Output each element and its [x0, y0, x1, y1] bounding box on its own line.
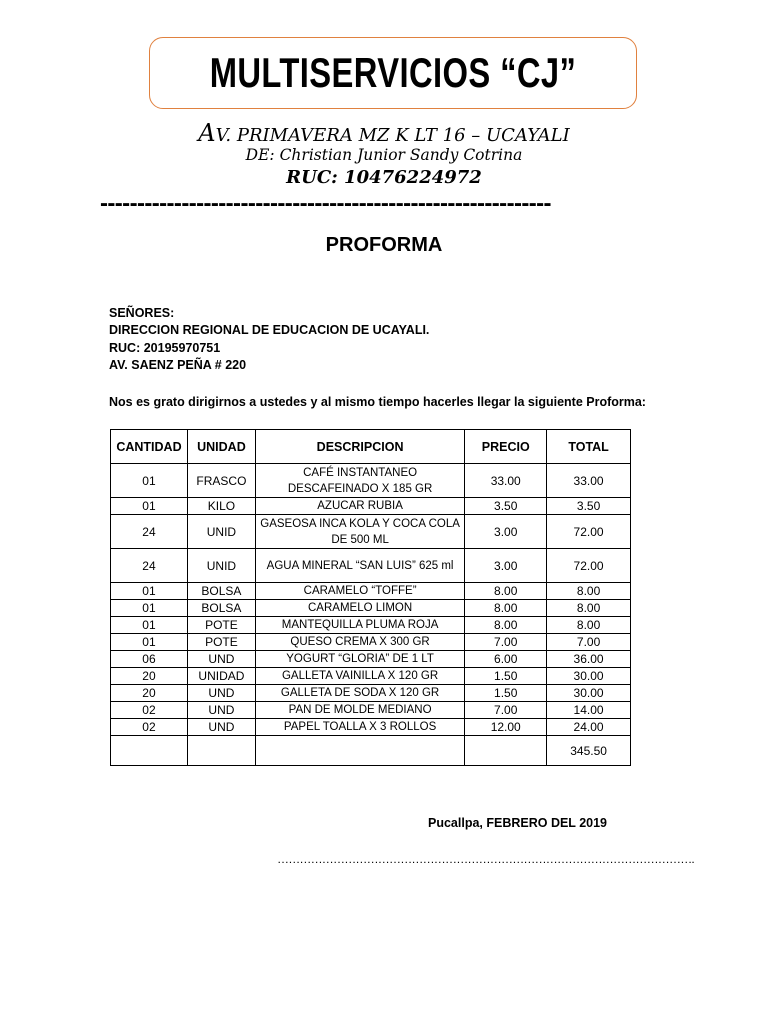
cell-descripcion: YOGURT “GLORIA” DE 1 LT: [255, 651, 464, 668]
cell-unidad: UND: [187, 702, 255, 719]
table-row: [111, 498, 631, 515]
table-row: [111, 583, 631, 600]
cell-unidad: UND: [187, 685, 255, 702]
cell-precio: 3.00: [465, 515, 547, 549]
cell-cantidad: 01: [111, 464, 188, 498]
table-row: [111, 668, 631, 685]
company-address: [0, 119, 768, 147]
col-header-descripcion: DESCRIPCION: [255, 430, 464, 464]
cell-unidad: FRASCO: [187, 464, 255, 498]
cell-unidad: KILO: [187, 498, 255, 515]
cell-precio: 3.00: [465, 549, 547, 583]
cell-descripcion: AGUA MINERAL “SAN LUIS” 625 ml: [255, 549, 464, 583]
cell-total: 33.00: [547, 464, 631, 498]
cell-total: 7.00: [547, 634, 631, 651]
items-table: [110, 429, 631, 766]
cell-total: 30.00: [547, 668, 631, 685]
recipient-address: AV. SAENZ PEÑA # 220: [109, 358, 247, 372]
col-header-unidad: UNIDAD: [187, 430, 255, 464]
cell-cantidad: 20: [111, 668, 188, 685]
empty-cell: [111, 736, 188, 766]
cell-total: 3.50: [547, 498, 631, 515]
cell-precio: 12.00: [465, 719, 547, 736]
cell-total: 8.00: [547, 583, 631, 600]
intro-text: Nos es grato dirigirnos a ustedes y al mismo tiempo hacerles llegar la siguiente Proforma:: [109, 395, 646, 409]
cell-unidad: UNID: [187, 515, 255, 549]
empty-cell: [465, 736, 547, 766]
cell-cantidad: 24: [111, 549, 188, 583]
cell-precio: 8.00: [465, 600, 547, 617]
cell-total: 8.00: [547, 617, 631, 634]
owner-label: DE:: [245, 146, 275, 164]
cell-precio: 1.50: [465, 685, 547, 702]
table-row: [111, 685, 631, 702]
empty-cell: [187, 736, 255, 766]
cell-precio: 7.00: [465, 634, 547, 651]
cell-descripcion: GALLETA DE SODA X 120 GR: [255, 685, 464, 702]
cell-unidad: POTE: [187, 634, 255, 651]
separator-line: -------------------------------------------------------------: [100, 190, 551, 217]
table-total-row: [111, 736, 631, 766]
cell-precio: 7.00: [465, 702, 547, 719]
cell-precio: 8.00: [465, 583, 547, 600]
cell-total: 14.00: [547, 702, 631, 719]
recipient-ruc: RUC: 20195970751: [109, 341, 221, 355]
cell-cantidad: 24: [111, 515, 188, 549]
company-owner: [0, 146, 768, 164]
cell-precio: 3.50: [465, 498, 547, 515]
cell-cantidad: 06: [111, 651, 188, 668]
cell-unidad: UNIDAD: [187, 668, 255, 685]
cell-unidad: UND: [187, 719, 255, 736]
cell-cantidad: 01: [111, 498, 188, 515]
cell-descripcion: CARAMELO “TOFFE”: [255, 583, 464, 600]
table-row: [111, 634, 631, 651]
cell-descripcion: PAN DE MOLDE MEDIANO: [255, 702, 464, 719]
grand-total: 345.50: [547, 736, 631, 766]
cell-total: 30.00: [547, 685, 631, 702]
table-row: [111, 617, 631, 634]
table-row: [111, 600, 631, 617]
table-row: [111, 702, 631, 719]
cell-descripcion: GASEOSA INCA KOLA Y COCA COLA DE 500 ML: [255, 515, 464, 549]
cell-cantidad: 20: [111, 685, 188, 702]
cell-descripcion: CARAMELO LIMON: [255, 600, 464, 617]
company-title-box: [149, 37, 637, 109]
cell-total: 24.00: [547, 719, 631, 736]
cell-total: 36.00: [547, 651, 631, 668]
col-header-total: TOTAL: [547, 430, 631, 464]
table-row: [111, 549, 631, 583]
table-header-row: [111, 430, 631, 464]
col-header-cantidad: CANTIDAD: [111, 430, 188, 464]
cell-unidad: POTE: [187, 617, 255, 634]
empty-cell: [255, 736, 464, 766]
cell-cantidad: 01: [111, 634, 188, 651]
cell-cantidad: 02: [111, 702, 188, 719]
cell-unidad: UND: [187, 651, 255, 668]
cell-precio: 8.00: [465, 617, 547, 634]
address-initial: A: [198, 119, 216, 147]
table-row: [111, 464, 631, 498]
col-header-precio: PRECIO: [465, 430, 547, 464]
cell-descripcion: AZUCAR RUBIA: [255, 498, 464, 515]
company-ruc: RUC: 10476224972: [286, 167, 482, 188]
cell-total: 72.00: [547, 549, 631, 583]
cell-precio: 33.00: [465, 464, 547, 498]
cell-descripcion: GALLETA VAINILLA X 120 GR: [255, 668, 464, 685]
cell-cantidad: 02: [111, 719, 188, 736]
recipient-salutation: SEÑORES:: [109, 306, 175, 320]
cell-total: 72.00: [547, 515, 631, 549]
cell-precio: 6.00: [465, 651, 547, 668]
cell-cantidad: 01: [111, 617, 188, 634]
cell-cantidad: 01: [111, 600, 188, 617]
owner-name: Christian Junior Sandy Cotrina: [279, 146, 523, 164]
recipient-name: DIRECCION REGIONAL DE EDUCACION DE UCAYALI.: [109, 323, 430, 337]
cell-descripcion: CAFÉ INSTANTANEO DESCAFEINADO X 185 GR: [255, 464, 464, 498]
cell-descripcion: MANTEQUILLA PLUMA ROJA: [255, 617, 464, 634]
cell-descripcion: PAPEL TOALLA X 3 ROLLOS: [255, 719, 464, 736]
company-name: MULTISERVICIOS “CJ”: [209, 49, 577, 96]
cell-unidad: BOLSA: [187, 583, 255, 600]
document-title: PROFORMA: [325, 234, 443, 256]
place-date: Pucallpa, FEBRERO DEL 2019: [428, 816, 607, 830]
table-row: [111, 515, 631, 549]
cell-unidad: UNID: [187, 549, 255, 583]
address-rest: V. PRIMAVERA MZ K LT 16 – UCAYALI: [215, 125, 570, 146]
cell-precio: 1.50: [465, 668, 547, 685]
cell-descripcion: QUESO CREMA X 300 GR: [255, 634, 464, 651]
signature-line: ………………………………………………………………………………………………….: [277, 852, 694, 866]
cell-cantidad: 01: [111, 583, 188, 600]
table-row: [111, 719, 631, 736]
table-row: [111, 651, 631, 668]
cell-unidad: BOLSA: [187, 600, 255, 617]
cell-total: 8.00: [547, 600, 631, 617]
